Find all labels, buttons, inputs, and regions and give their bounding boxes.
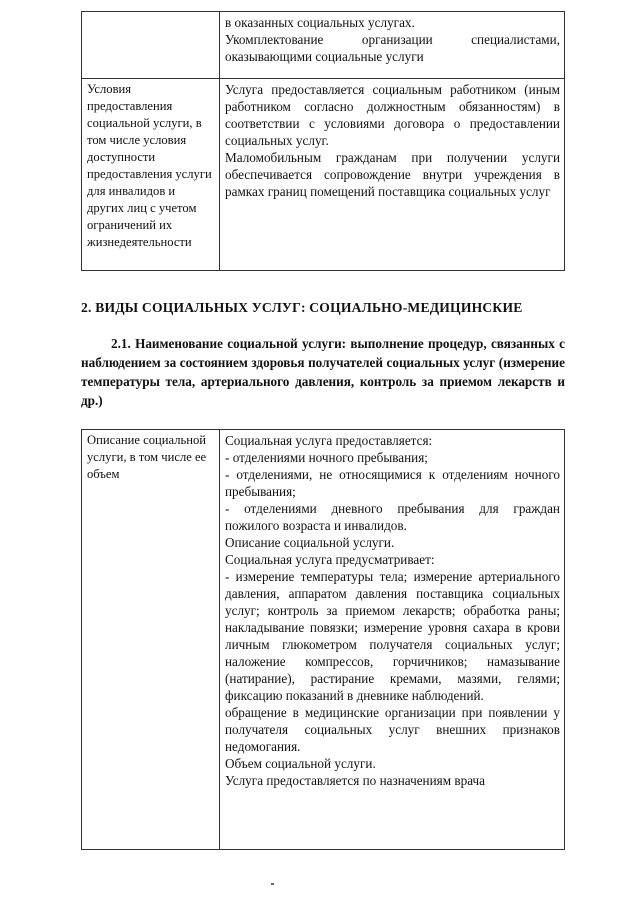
- table-cell-content: [220, 12, 565, 79]
- paragraph: в оказанных социальных услугах.: [225, 15, 415, 30]
- paragraph: Объем социальной услуги.: [225, 756, 376, 771]
- scan-speck: [271, 883, 274, 885]
- paragraph: - измерение температуры тела; измерение артериального давления, аппаратом давления поставщика социальных услуг; контроль за приемом лекарств; обработка раны; накладывание повязки; измерение уровня сахара в крови личным глюкометром получателя социальных услуг; наложение компрессов, горчичников; намазывание (натирание), растирание кремами, мазями, гелями; фиксацию показаний в дневнике наблюдений.: [225, 569, 560, 703]
- service-name-heading: 2.1. Наименование социальной услуги: выполнение процедур, связанных с наблюдением за состоянием здоровья получателей социальных услуг (измерение температуры тела, артериального давления, контроль за приемом лекарств и др.): [81, 336, 565, 408]
- conditions-table: [81, 11, 565, 271]
- table-cell-label: [82, 12, 220, 79]
- table-cell-content: [220, 79, 565, 271]
- table-row: [82, 79, 565, 271]
- paragraph: Услуга предоставляется по назначениям врача: [225, 773, 486, 788]
- paragraph: Социальная услуга предусматривает:: [225, 552, 435, 567]
- service-description-table: [81, 429, 565, 850]
- paragraph: Маломобильным гражданам при получении услуги обеспечивается сопровождение внутри учреждения в рамках границ помещений поставщика социальных услуг: [225, 150, 560, 199]
- table-row: [82, 430, 565, 850]
- table-cell-content: [220, 430, 565, 850]
- paragraph: - отделениями, не относящимися к отделениям ночного пребывания;: [225, 467, 560, 499]
- table-cell-label: Описание социальной услуги, в том числе ее объем: [82, 430, 220, 850]
- paragraph: Описание социальной услуги.: [225, 535, 395, 550]
- paragraph: Укомплектование организации специалистами, оказывающими социальные услуги: [225, 32, 560, 64]
- paragraph: - отделениями ночного пребывания;: [225, 450, 428, 465]
- paragraph: обращение в медицинские организации при появлении у получателя социальных услуг внешних признаков недомогания.: [225, 705, 560, 754]
- paragraph: Услуга предоставляется социальным работником (иным работником согласно должностным обязанностям) в соответствии с условиями договора о предоставлении социальных услуг.: [225, 82, 560, 148]
- table-row: [82, 12, 565, 79]
- table-cell-label: Условия предоставления социальной услуги, в том числе условия доступности предоставления услуги для инвалидов и других лиц с учетом ограничений их жизнедеятельности: [82, 79, 220, 271]
- paragraph: Социальная услуга предоставляется:: [225, 433, 433, 448]
- paragraph: - отделениями дневного пребывания для граждан пожилого возраста и инвалидов.: [225, 501, 560, 533]
- section-heading: 2. ВИДЫ СОЦИАЛЬНЫХ УСЛУГ: СОЦИАЛЬНО-МЕДИЦИНСКИЕ: [81, 300, 523, 315]
